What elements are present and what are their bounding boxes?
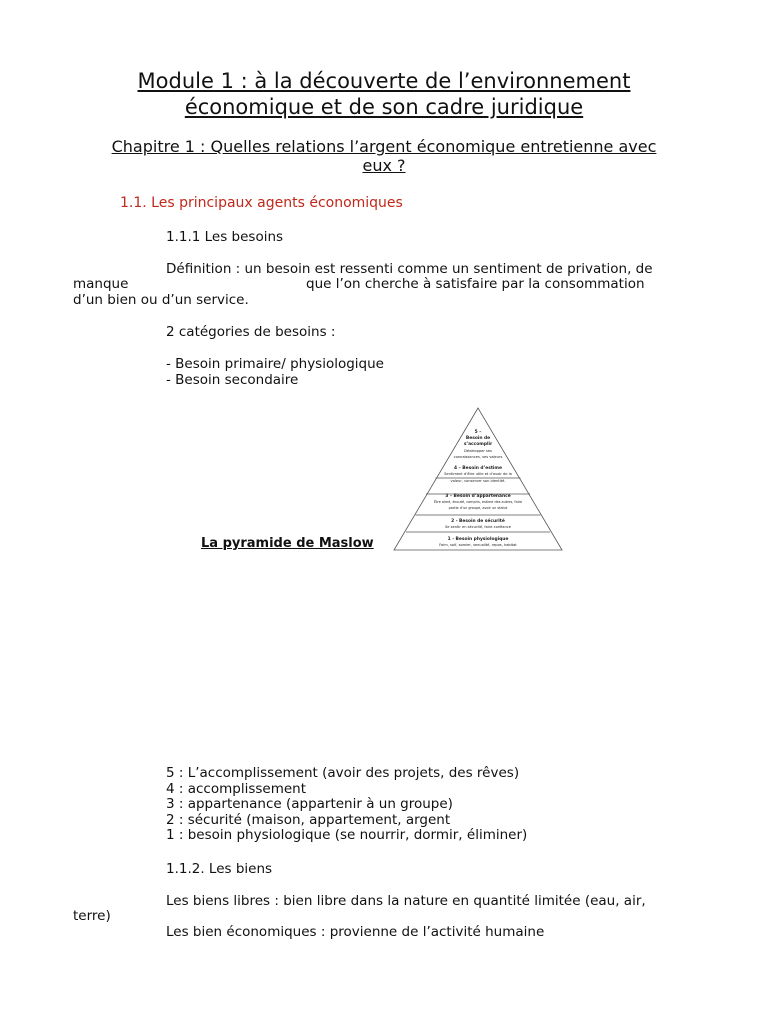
svg-text:Se sentir en sécurité, faire c: Se sentir en sécurité, faire confiance (445, 525, 511, 529)
list-item: - Besoin primaire/ physiologique (166, 356, 384, 372)
svg-text:s’accomplir: s’accomplir (463, 442, 493, 447)
list-item: - Besoin secondaire (166, 371, 299, 388)
module-title-line-2: économique et de son cadre juridique (184, 95, 584, 119)
besoins-heading: 1.1.1 Les besoins (166, 229, 284, 245)
biens-heading: 1.1.2. Les biens (166, 861, 273, 877)
svg-text:2 - Besoin de sécurité: 2 - Besoin de sécurité (451, 519, 505, 524)
section-heading: 1.1. Les principaux agents économiques (120, 195, 403, 211)
chapter-title-line-2: eux ? (362, 156, 406, 175)
categories-list (166, 357, 384, 388)
svg-text:4 – Besoin d’estime: 4 – Besoin d’estime (454, 466, 502, 471)
list-item: 1 : besoin physiologique (se nourrir, dormir, éliminer) (166, 827, 528, 843)
definition-line-2a: manque (73, 276, 129, 292)
pyramid-caption: La pyramide de Maslow (201, 536, 374, 551)
definition-line-3: d’un bien ou d’un service. (73, 292, 249, 308)
list-item: 2 : sécurité (maison, appartement, argent (166, 811, 451, 828)
definition-line-2b: que l’on cherche à satisfaire par la consommation (306, 276, 645, 292)
svg-text:Besoin de: Besoin de (465, 436, 491, 441)
svg-text:partie d’un groupe, avoir un s: partie d’un groupe, avoir un statut (448, 506, 508, 510)
pyramid-level-1 (439, 536, 517, 547)
chapter-title (60, 137, 708, 175)
list-item: 4 : accomplissement (166, 780, 306, 797)
svg-text:1 - Besoin physiologique: 1 - Besoin physiologique (447, 537, 509, 542)
maslow-pyramid-image (392, 406, 564, 552)
categories-intro: 2 catégories de besoins : (166, 324, 336, 340)
svg-text:Faim, soif, somier, sexualité,: Faim, soif, somier, sexualité, repos, habitat (439, 543, 517, 547)
biens-economiques: Les bien économiques : provienne de l’activité humaine (166, 924, 545, 940)
svg-text:3 – Besoin d’appartenance: 3 – Besoin d’appartenance (445, 494, 511, 499)
pyramid-level-2 (445, 517, 512, 529)
definition-line-1: Définition : un besoin est ressenti comme un sentiment de privation, de (166, 261, 653, 277)
svg-text:5 –: 5 – (474, 430, 482, 435)
pyramid-level-4 (444, 465, 512, 483)
module-title (60, 68, 708, 120)
list-item: 5 : L’accomplissement (avoir des projets, des rêves) (166, 765, 520, 781)
svg-text:connaissances, ses valeurs: connaissances, ses valeurs (453, 455, 503, 459)
biens-libres-line-1: Les biens libres : bien libre dans la nature en quantité limitée (eau, air, (166, 893, 646, 909)
svg-text:valeur, conserver son identité: valeur, conserver son identité. (450, 479, 506, 483)
module-title-line-1: Module 1 : à la découverte de l’environnement (137, 69, 631, 93)
chapter-title-line-1: Chapitre 1 : Quelles relations l’argent économique entretienne avec (111, 137, 657, 156)
levels-list (166, 766, 527, 844)
biens-libres-line-2: terre) (73, 908, 111, 924)
svg-text:Être aimé, écouté, compris, es: Être aimé, écouté, compris, estime des autres, faire (433, 500, 523, 504)
svg-text:Sentiment d’être utile et d’av: Sentiment d’être utile et d’avoir de la (444, 472, 512, 476)
list-item: 3 : appartenance (appartenir à un groupe) (166, 796, 453, 812)
svg-text:Développer ses: Développer ses (464, 449, 492, 453)
